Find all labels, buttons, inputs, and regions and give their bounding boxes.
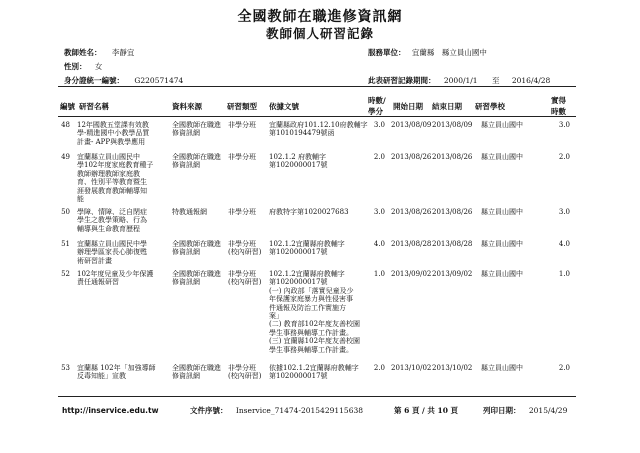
course-name — [77, 270, 169, 287]
record-no: 50 — [61, 208, 70, 216]
record-no: 52 — [61, 270, 70, 278]
course-name-line: 輔導與生命教育歷程 — [77, 224, 140, 233]
school: 縣立員山國中 — [481, 121, 523, 129]
doc-serial-label: 文件序號： — [190, 406, 228, 415]
end-date: 2013/09/02 — [432, 270, 473, 278]
site-title: 全國教師在職進修資訊網 — [237, 9, 403, 25]
course-type-line: 非學分班 — [228, 270, 256, 278]
site-url[interactable]: http://inservice.edu.tw — [62, 406, 159, 415]
actual-hours: 3.0 — [558, 121, 570, 129]
record-no: 51 — [61, 240, 70, 248]
course-type — [228, 240, 270, 257]
id-label: 身分證統一編號： — [64, 76, 124, 85]
actual-hours: 2.0 — [558, 364, 570, 372]
doc-reference-line: 宜蘭縣政府101.12.10府教輔字 — [269, 121, 368, 129]
record-no: 48 — [61, 121, 70, 129]
course-type — [228, 208, 270, 216]
col-school: 研習學校 — [475, 102, 505, 111]
print-date: 2015/4/29 — [528, 406, 568, 415]
data-source-line: 修資訊網 — [172, 248, 200, 257]
doc-reference-line: 件通報及防治工作實施方 — [269, 303, 346, 312]
course-name-line: 102年度兒童及少年保護 — [77, 270, 154, 278]
data-source-line: 全國教師在職進 — [172, 121, 221, 129]
course-type-line: 非學分班 — [228, 208, 256, 216]
course-name-line: 教師辦理教師家庭教 — [77, 169, 140, 178]
school: 縣立員山國中 — [481, 153, 523, 161]
data-source — [172, 121, 228, 138]
hours: 2.0 — [373, 364, 385, 372]
gender-row — [64, 61, 102, 72]
data-source — [172, 208, 228, 216]
service-unit-label: 服務單位： — [368, 48, 406, 57]
page-indicator: 第 6 頁 / 共 10 頁 — [394, 406, 459, 415]
doc-reference-line: 102.1.2宜蘭縣府教輔字 — [269, 240, 345, 248]
service-unit-row — [368, 47, 487, 58]
doc-reference-line: 依據102.1.2宜蘭縣府教輔字 — [269, 364, 359, 372]
course-name — [77, 153, 169, 203]
doc-reference — [269, 364, 369, 381]
doc-reference-line: 第1010194479號函 — [269, 129, 335, 138]
doc-reference-line: 學生事務與輔導工作計畫。 — [269, 328, 353, 337]
school: 縣立員山國中 — [481, 208, 523, 216]
course-name-line: 宜蘭縣立員山國民中 — [77, 153, 140, 161]
id-row — [64, 75, 183, 86]
course-name-line: 涯發展教育教師輔導知 — [77, 186, 147, 195]
table-top-rule — [58, 86, 576, 87]
hours: 1.0 — [373, 270, 385, 278]
doc-reference-line: 學生事務與輔導工作計畫。 — [269, 345, 353, 354]
period-end: 2016/4/28 — [511, 76, 551, 85]
col-actual-1: 實得 — [551, 96, 566, 105]
service-unit: 宜蘭縣 縣立員山國中 — [411, 48, 487, 57]
col-hours-1: 時數/ — [368, 96, 386, 105]
doc-reference-line: (二) 教育部102年度友善校園 — [269, 320, 361, 329]
col-start: 開始日期 — [393, 102, 423, 111]
actual-hours: 2.0 — [558, 153, 570, 161]
data-source-line: 修資訊網 — [172, 161, 200, 170]
doc-reference-line: 102.1.2宜蘭縣府教輔字 — [269, 270, 345, 278]
end-date: 2013/08/26 — [432, 153, 473, 161]
start-date: 2013/08/26 — [391, 153, 432, 161]
period-row — [368, 75, 550, 86]
course-type-line: 非學分班 — [228, 121, 256, 129]
school: 縣立員山國中 — [481, 270, 523, 278]
start-date: 2013/10/02 — [391, 364, 432, 372]
doc-reference-line: (一) 內政部「落實兒童及少 — [269, 286, 354, 295]
col-no: 編號 — [60, 102, 75, 111]
course-name-line: 育、性別平等教育暨生 — [77, 178, 147, 187]
data-source — [172, 153, 228, 170]
start-date: 2013/08/09 — [391, 121, 432, 129]
course-name-line: 辦理學區家長心肺復甦 — [77, 248, 147, 257]
actual-hours: 3.0 — [558, 208, 570, 216]
doc-reference — [269, 208, 369, 216]
data-source-line: 特教通報網 — [172, 208, 207, 216]
end-date: 2013/08/26 — [432, 208, 473, 216]
gender-label: 性別： — [64, 62, 87, 71]
doc-serial: Inservice_71474-2015429115638 — [235, 406, 364, 415]
period-to: 至 — [491, 76, 500, 85]
doc-reference-line: 案」 — [269, 312, 283, 321]
id-value: G220571474 — [134, 76, 184, 85]
course-name-line: 學生之教學策略、行為 — [77, 216, 147, 225]
course-name-line: 計畫- APP與教學應用 — [77, 137, 146, 146]
course-name-line: 能 — [77, 195, 84, 204]
course-name-line: 責任通報研習 — [77, 278, 119, 287]
record-no: 49 — [61, 153, 70, 161]
record-no: 53 — [61, 364, 70, 372]
actual-hours: 1.0 — [558, 270, 570, 278]
data-source-line: 修資訊網 — [172, 129, 200, 138]
course-type — [228, 153, 270, 161]
doc-reference-line: (三) 宜蘭縣102年度友善校園 — [269, 337, 361, 346]
end-date: 2013/10/02 — [432, 364, 473, 372]
col-source: 資料來源 — [172, 102, 202, 111]
hours: 3.0 — [373, 121, 385, 129]
data-source-line: 全國教師在職進 — [172, 364, 221, 372]
teacher-name: 李靜宜 — [111, 48, 135, 57]
gender-value: 女 — [94, 62, 103, 71]
hours: 2.0 — [373, 153, 385, 161]
course-type-line: 非學分班 — [228, 240, 256, 248]
data-source — [172, 364, 228, 381]
end-date: 2013/08/09 — [432, 121, 473, 129]
start-date: 2013/08/26 — [391, 208, 432, 216]
course-name — [77, 121, 169, 146]
col-name: 研習名稱 — [79, 102, 109, 111]
data-source-line: 全國教師在職進 — [172, 153, 221, 161]
teacher-name-row — [64, 47, 134, 58]
course-name-line: 學102年度家庭教育種子 — [77, 161, 154, 170]
course-type — [228, 270, 270, 287]
course-type-line: (校內研習) — [228, 248, 262, 257]
course-type-line: (校內研習) — [228, 278, 262, 287]
print-date-label: 列印日期： — [483, 406, 521, 415]
school: 縣立員山國中 — [481, 364, 523, 372]
doc-reference-line: 第1020000017號 — [269, 372, 328, 381]
end-date: 2013/08/28 — [432, 240, 473, 248]
print-date-row — [483, 405, 567, 416]
hours: 4.0 — [373, 240, 385, 248]
start-date: 2013/08/28 — [391, 240, 432, 248]
doc-reference-line: 第1020000017號 — [269, 248, 328, 257]
col-actual-2: 時數 — [551, 107, 566, 116]
doc-reference — [269, 270, 369, 354]
course-type-line: (校內研習) — [228, 372, 262, 381]
col-hours-2: 學分 — [368, 107, 383, 116]
doc-reference-line: 102.1.2 府教輔字 — [269, 153, 326, 161]
data-source-line: 修資訊網 — [172, 372, 200, 381]
actual-hours: 4.0 — [558, 240, 570, 248]
course-name-line: 術研習計畫 — [77, 256, 112, 265]
col-doc: 依據文號 — [269, 102, 299, 111]
course-name-line: 反毒知能」宣教 — [77, 372, 126, 381]
doc-reference — [269, 153, 369, 170]
period-start: 2000/1/1 — [443, 76, 478, 85]
hours: 3.0 — [373, 208, 385, 216]
col-type: 研習類型 — [227, 102, 257, 111]
table-bottom-rule — [58, 396, 576, 397]
course-name — [77, 364, 169, 381]
course-name-line: 宜蘭縣立員山國民中學 — [77, 240, 147, 248]
doc-reference-line: 年保護家庭暴力與性侵害事 — [269, 295, 353, 304]
course-name-line: 宜蘭縣 102年「加強導師 — [77, 364, 156, 372]
course-name — [77, 240, 169, 265]
data-source-line: 全國教師在職進 — [172, 240, 221, 248]
school: 縣立員山國中 — [481, 240, 523, 248]
course-name — [77, 208, 169, 233]
table-header-rule — [58, 116, 576, 117]
doc-reference-line: 府教特字第1020027683 — [269, 208, 349, 216]
data-source-line: 全國教師在職進 — [172, 270, 221, 278]
doc-reference-line: 第1020000017號 — [269, 161, 328, 170]
teacher-name-label: 教師姓名： — [64, 48, 102, 57]
course-name-line: 學障、情障、泛自閉症 — [77, 208, 147, 216]
period-label: 此表研習記錄期間： — [368, 76, 436, 85]
report-title: 教師個人研習記錄 — [265, 26, 374, 41]
col-end: 結束日期 — [432, 102, 462, 111]
course-name-line: 12年國教五堂課有效教 — [77, 121, 149, 129]
doc-reference — [269, 121, 369, 138]
course-type-line: 非學分班 — [228, 153, 256, 161]
course-type — [228, 364, 270, 381]
course-name-line: 學-精進國中小教學品質 — [77, 129, 150, 138]
course-type-line: 非學分班 — [228, 364, 256, 372]
doc-serial-row — [190, 405, 363, 416]
data-source — [172, 270, 228, 287]
start-date: 2013/09/02 — [391, 270, 432, 278]
data-source-line: 修資訊網 — [172, 278, 200, 287]
data-source — [172, 240, 228, 257]
course-type — [228, 121, 270, 129]
doc-reference — [269, 240, 369, 257]
doc-reference-line: 第1020000017號 — [269, 278, 328, 287]
